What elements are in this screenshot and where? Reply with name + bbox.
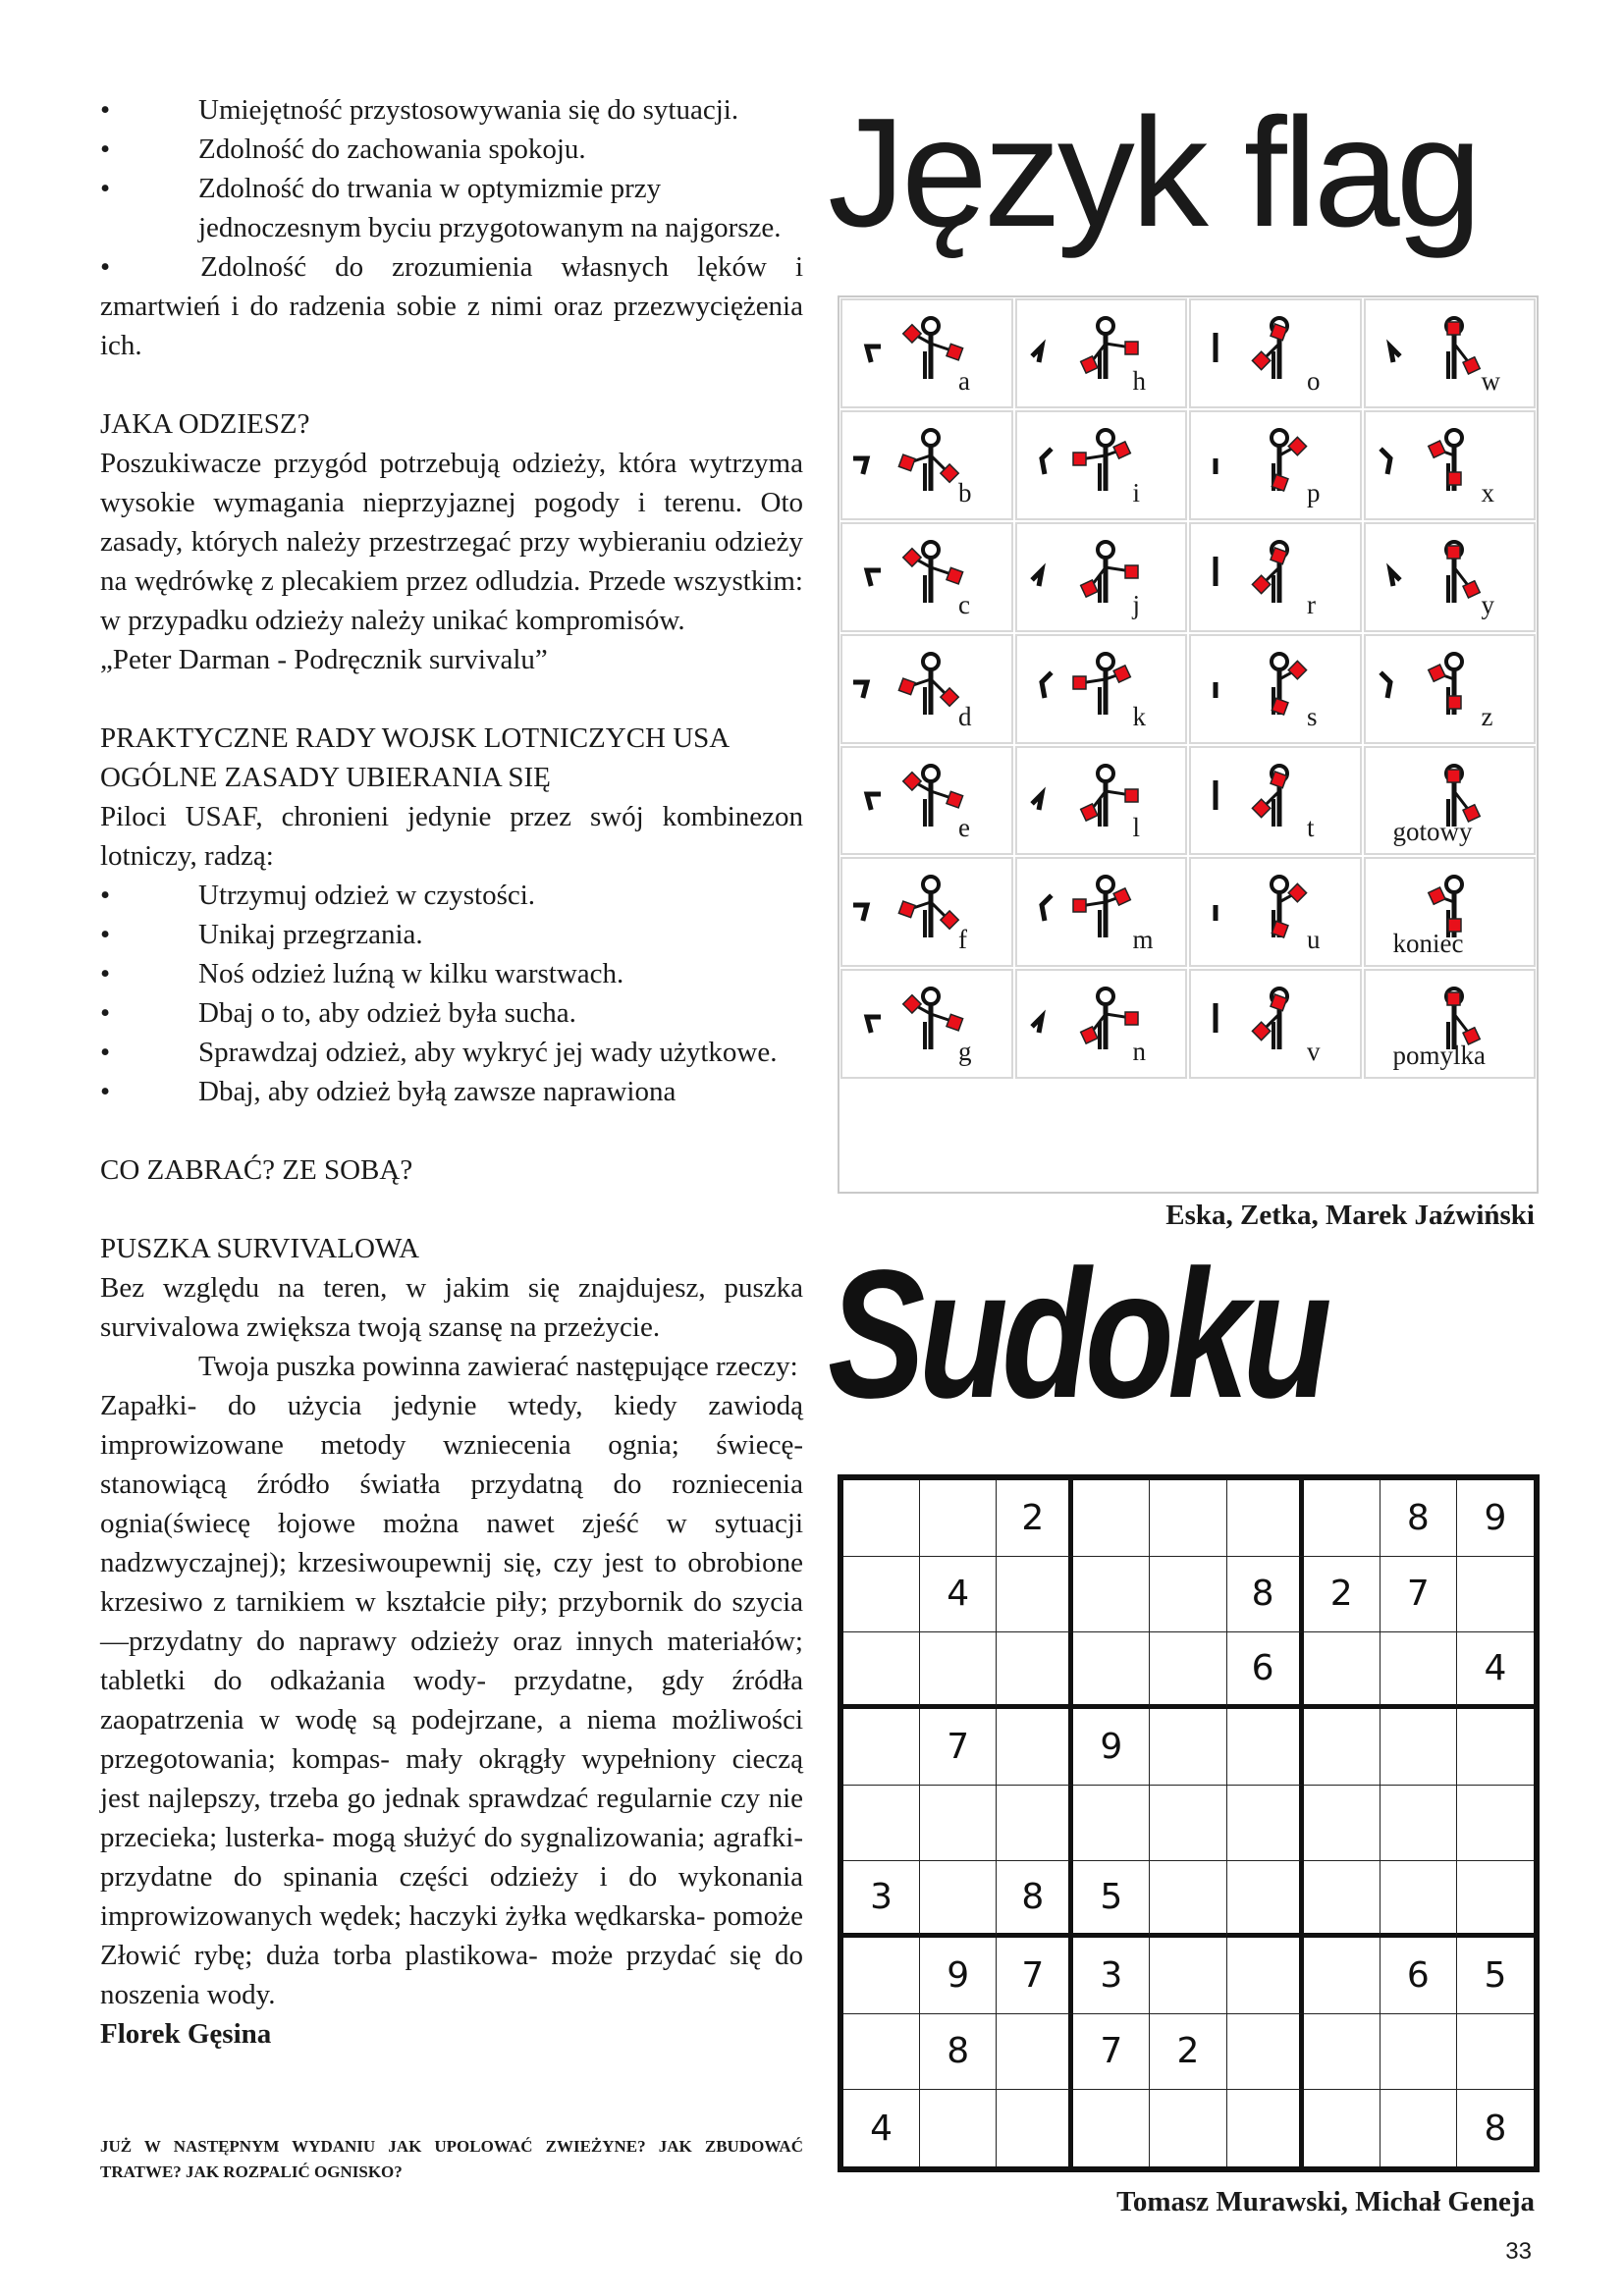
sudoku-cell[interactable]: 8 — [1380, 1480, 1457, 1557]
sudoku-cell[interactable] — [1380, 1861, 1457, 1938]
sudoku-cell[interactable] — [843, 1557, 920, 1633]
semaphore-cell — [1364, 857, 1537, 967]
semaphore-letter: m — [1132, 925, 1154, 955]
sudoku-cell[interactable] — [843, 1632, 920, 1709]
sudoku-cell[interactable] — [997, 1709, 1073, 1786]
semaphore-letter: r — [1307, 589, 1316, 619]
sudoku-cell[interactable] — [1150, 1786, 1226, 1862]
sudoku-cell[interactable]: 8 — [1227, 1557, 1304, 1633]
sudoku-cell[interactable] — [843, 1786, 920, 1862]
semaphore-cell — [1189, 634, 1362, 744]
sudoku-cell[interactable]: 9 — [1073, 1709, 1150, 1786]
sudoku-cell[interactable] — [1304, 1709, 1380, 1786]
sudoku-cell[interactable] — [843, 1709, 920, 1786]
semaphore-cell — [1364, 634, 1537, 744]
sudoku-cell[interactable] — [1304, 1632, 1380, 1709]
paragraph: Zapałki- do użycia jedynie wtedy, kiedy zawiodą improwizowane metody wzniecenia ognia; świecę- stanowiącą źródło światła przydatną do rozniecenia ognia(świecę łojowe można nawet zjeść w sytuacji nadzwyczajnej); krzesiwoupewnij się, czy jest to obrobione krzesiwo z tarnikiem w kształcie piły; przybornik do szycia—przydatny do naprawy odzieży oraz innych materiałów; tabletki do odkażania wody- przydatne, gdy źródła zaopatrzenia w wodę są podejrzane, a niema możliwości przegotowania; kompas- mały okrągły wypełniony cieczą jest najlepszy, trzeba go jednak sprawdzać regularnie czy nie przecieka; lusterka- mogą służyć do sygnalizowania; agrafki-przydatne do spinania części odzieży i do wykonania improwizowanych wędek; haczyki żyłka wędkarska- pomoże Złowić rybę; duża torba plastikowa- może przydać się do noszenia wody. — [100, 1390, 803, 2010]
semaphore-letter: e — [958, 813, 970, 843]
sudoku-cell[interactable] — [920, 1480, 997, 1557]
semaphore-letter: a — [958, 365, 970, 396]
semaphore-cell — [1364, 746, 1537, 856]
semaphore-letter: t — [1307, 813, 1315, 843]
sudoku-cell[interactable] — [843, 1938, 920, 2014]
semaphore-cell — [840, 746, 1013, 856]
list-item: • Dbaj, aby odzież byłą zawsze naprawiona — [100, 1076, 677, 1107]
semaphore-cell — [1189, 857, 1362, 967]
semaphore-cell — [1189, 298, 1362, 408]
sudoku-cell[interactable] — [1457, 2014, 1534, 2091]
semaphore-cell — [840, 634, 1013, 744]
sudoku-cell[interactable] — [920, 2090, 997, 2166]
sudoku-cell[interactable] — [997, 2014, 1073, 2091]
sudoku-cell[interactable] — [1380, 2090, 1457, 2166]
next-issue-teaser: JUŻ W NASTĘPNYM WYDANIU JAK UPOLOWAĆ ZWIEŻYNE? JAK ZBUDOWAĆ TRATWE? JAK ROZPALIĆ OGNISKO? — [100, 2137, 803, 2181]
semaphore-letter: u — [1307, 925, 1321, 955]
sudoku-cell[interactable]: 4 — [843, 2090, 920, 2166]
sudoku-cell[interactable] — [1380, 1786, 1457, 1862]
sudoku-cell[interactable] — [1380, 2014, 1457, 2091]
semaphore-letter: s — [1307, 701, 1318, 731]
sudoku-cell[interactable]: 3 — [1073, 1938, 1150, 2014]
list-item: • Umiejętność przystosowywania się do sytuacji. — [100, 94, 739, 126]
sudoku-cell[interactable]: 3 — [843, 1861, 920, 1938]
sudoku-cell[interactable] — [1150, 2090, 1226, 2166]
semaphore-letter: g — [958, 1037, 972, 1067]
semaphore-letter: v — [1307, 1037, 1321, 1067]
sudoku-cell[interactable] — [1457, 1709, 1534, 1786]
semaphore-cell — [840, 857, 1013, 967]
section-heading: OGÓLNE ZASADY UBIERANIA SIĘ — [100, 762, 551, 793]
sudoku-cell[interactable] — [1150, 1632, 1226, 1709]
sudoku-grid — [838, 1474, 1540, 2172]
sudoku-cell[interactable] — [1227, 1786, 1304, 1862]
list-item-wrapped: • Zdolność do zrozumienia własnych lęków i zmartwień i do radzenia sobie z nimi oraz przezwyciężenia ich. — [100, 251, 803, 361]
flag-credit: Eska, Zetka, Marek Jaźwiński — [1165, 1200, 1535, 1231]
semaphore-cell — [840, 969, 1013, 1079]
paragraph: Bez względu na teren, w jakim się znajdujesz, puszka survivalowa zwiększa twoją szansę na przeżycie. — [100, 1272, 803, 1343]
sudoku-cell[interactable] — [997, 1786, 1073, 1862]
semaphore-cell — [1015, 634, 1188, 744]
semaphore-letter: i — [1132, 477, 1141, 507]
sudoku-cell[interactable]: 7 — [1380, 1557, 1457, 1633]
sudoku-cell[interactable] — [1304, 1480, 1380, 1557]
semaphore-letter: n — [1132, 1037, 1146, 1067]
semaphore-cell — [1015, 298, 1188, 408]
sudoku-cell[interactable] — [1227, 1861, 1304, 1938]
sudoku-cell[interactable] — [1150, 1480, 1226, 1557]
sudoku-cell[interactable] — [997, 1557, 1073, 1633]
semaphore-letter: l — [1132, 813, 1141, 843]
semaphore-letter: j — [1132, 589, 1141, 619]
semaphore-letter: f — [958, 925, 967, 955]
sudoku-cell[interactable] — [1227, 2014, 1304, 2091]
sudoku-cell[interactable] — [1304, 1861, 1380, 1938]
semaphore-letter: w — [1481, 365, 1500, 396]
flag-language-title: Język flag — [828, 86, 1479, 259]
sudoku-cell[interactable] — [1150, 1709, 1226, 1786]
semaphore-cell — [840, 522, 1013, 632]
sudoku-cell[interactable]: 8 — [1484, 2108, 1507, 2149]
semaphore-cell — [840, 298, 1013, 408]
sudoku-cell[interactable] — [1150, 1557, 1226, 1633]
sudoku-cell[interactable] — [997, 2090, 1073, 2166]
sudoku-cell[interactable] — [920, 1632, 997, 1709]
sudoku-cell[interactable] — [1150, 1938, 1226, 2014]
semaphore-cell — [1015, 857, 1188, 967]
sudoku-cell[interactable] — [1073, 2090, 1150, 2166]
sudoku-cell[interactable] — [1227, 1938, 1304, 2014]
sudoku-cell[interactable]: 2 — [1304, 1557, 1380, 1633]
sudoku-cell[interactable]: 8 — [920, 2014, 997, 2091]
semaphore-chart — [838, 295, 1539, 1194]
semaphore-cell — [1364, 298, 1537, 408]
semaphore-cell — [1189, 522, 1362, 632]
sudoku-cell[interactable] — [1457, 1557, 1534, 1633]
semaphore-cell — [1015, 746, 1188, 856]
sudoku-cell[interactable] — [997, 1632, 1073, 1709]
sudoku-cell[interactable]: 4 — [1457, 1632, 1534, 1709]
list-item: • Sprawdzaj odzież, aby wykryć jej wady użytkowe. — [100, 1037, 778, 1068]
sudoku-cell[interactable]: 7 — [997, 1938, 1073, 2014]
semaphore-cell — [840, 410, 1013, 520]
sudoku-cell[interactable] — [843, 2014, 920, 2091]
semaphore-letter: gotowy — [1392, 817, 1473, 847]
semaphore-cell — [1015, 410, 1188, 520]
sudoku-cell[interactable]: 4 — [920, 1557, 997, 1633]
sudoku-cell[interactable]: 6 — [1227, 1632, 1304, 1709]
sudoku-cell[interactable] — [1304, 1938, 1380, 2014]
sudoku-cell[interactable] — [1380, 1709, 1457, 1786]
paragraph: Twoja puszka powinna zawierać następujące rzeczy: — [198, 1351, 798, 1382]
semaphore-letter: b — [958, 477, 972, 507]
sudoku-cell[interactable] — [1457, 1786, 1534, 1862]
list-item: • Zdolność do trwania w optymizmie przy jednoczesnym byciu przygotowanym na najgorsze. — [100, 173, 782, 243]
sudoku-cell[interactable] — [1073, 1557, 1150, 1633]
semaphore-letter: d — [958, 701, 972, 731]
sudoku-cell[interactable] — [1304, 2014, 1380, 2091]
sudoku-cell[interactable]: 2 — [997, 1480, 1073, 1557]
section-heading: PUSZKA SURVIVALOWA — [100, 1233, 420, 1264]
article-column — [100, 90, 803, 2054]
sudoku-cell[interactable]: 8 — [997, 1861, 1073, 1938]
sudoku-cell[interactable] — [920, 1786, 997, 1862]
sudoku-cell[interactable] — [1227, 2090, 1304, 2166]
semaphore-letter: k — [1132, 701, 1146, 731]
semaphore-cell — [1015, 522, 1188, 632]
sudoku-cell[interactable] — [1304, 1786, 1380, 1862]
semaphore-letter: h — [1132, 365, 1146, 396]
paragraph: Piloci USAF, chronieni jedynie przez swój kombinezon lotniczy, radzą: — [100, 801, 803, 872]
sudoku-cell[interactable]: 9 — [1457, 1480, 1534, 1557]
semaphore-cell — [1189, 969, 1362, 1079]
semaphore-letter: y — [1481, 589, 1494, 619]
section-heading: CO ZABRAĆ? ZE SOBĄ? — [100, 1154, 413, 1186]
sudoku-cell[interactable] — [1073, 1786, 1150, 1862]
semaphore-letter: pomylka — [1392, 1041, 1486, 1071]
semaphore-cell — [1189, 410, 1362, 520]
sudoku-cell[interactable] — [1457, 1861, 1534, 1938]
paragraph: Poszukiwacze przygód potrzebują odzieży, która wytrzyma wysokie wymagania nieprzyjaznej pogody i terenu. Oto zasady, których należy przestrzegać przy wybieraniu odzieży na wędrówkę z plecakiem przez odludzia. Przede wszystkim: w przypadku odzieży należy unikać kompromisów. — [100, 448, 803, 636]
section-heading: JAKA ODZIESZ? — [100, 408, 310, 440]
sudoku-cell[interactable] — [1380, 1632, 1457, 1709]
list-item: • Unikaj przegrzania. — [100, 919, 423, 950]
sudoku-cell[interactable]: 2 — [1150, 2014, 1226, 2091]
list-item: • Utrzymuj odzież w czystości. — [100, 880, 536, 911]
sudoku-cell[interactable]: 6 — [1380, 1938, 1457, 2014]
semaphore-cell — [1189, 746, 1362, 856]
list-item: • Noś odzież luźną w kilku warstwach. — [100, 958, 624, 989]
list-item: • Zdolność do zachowania spokoju. — [100, 133, 586, 165]
article-author: Florek Gęsina — [100, 2018, 272, 2050]
sudoku-cell[interactable]: 5 — [1457, 1938, 1534, 2014]
semaphore-letter: koniec — [1392, 929, 1464, 959]
sudoku-cell[interactable]: 9 — [920, 1938, 997, 2014]
sudoku-cell[interactable] — [843, 1480, 920, 1557]
semaphore-letter: c — [958, 589, 970, 619]
section-heading: PRAKTYCZNE RADY WOJSK LOTNICZYCH USA — [100, 722, 731, 754]
semaphore-letter: z — [1481, 701, 1493, 731]
sudoku-cell[interactable]: 7 — [1073, 2014, 1150, 2091]
semaphore-letter: o — [1307, 365, 1321, 396]
sudoku-cell[interactable] — [1073, 1480, 1150, 1557]
sudoku-cell[interactable] — [1227, 1480, 1304, 1557]
semaphore-cell — [1364, 522, 1537, 632]
sudoku-cell[interactable]: 5 — [1073, 1861, 1150, 1938]
semaphore-cell — [1015, 969, 1188, 1079]
quote-source: „Peter Darman - Podręcznik survivalu” — [100, 644, 548, 675]
list-item: • Dbaj o to, aby odzież była sucha. — [100, 997, 576, 1029]
sudoku-cell[interactable] — [1304, 2090, 1380, 2166]
sudoku-cell[interactable]: 7 — [920, 1709, 997, 1786]
sudoku-cell[interactable] — [1150, 1861, 1226, 1938]
sudoku-cell[interactable] — [1227, 1709, 1304, 1786]
sudoku-title: Sudoku — [828, 1233, 1326, 1436]
semaphore-cell — [1364, 969, 1537, 1079]
sudoku-credit: Tomasz Murawski, Michał Geneja — [1116, 2186, 1535, 2217]
sudoku-cell[interactable] — [920, 1861, 997, 1938]
sudoku-cell[interactable] — [1073, 1632, 1150, 1709]
page-number: 33 — [1505, 2238, 1532, 2265]
semaphore-letter: x — [1481, 477, 1494, 507]
semaphore-letter: p — [1307, 477, 1321, 507]
semaphore-cell — [1364, 410, 1537, 520]
